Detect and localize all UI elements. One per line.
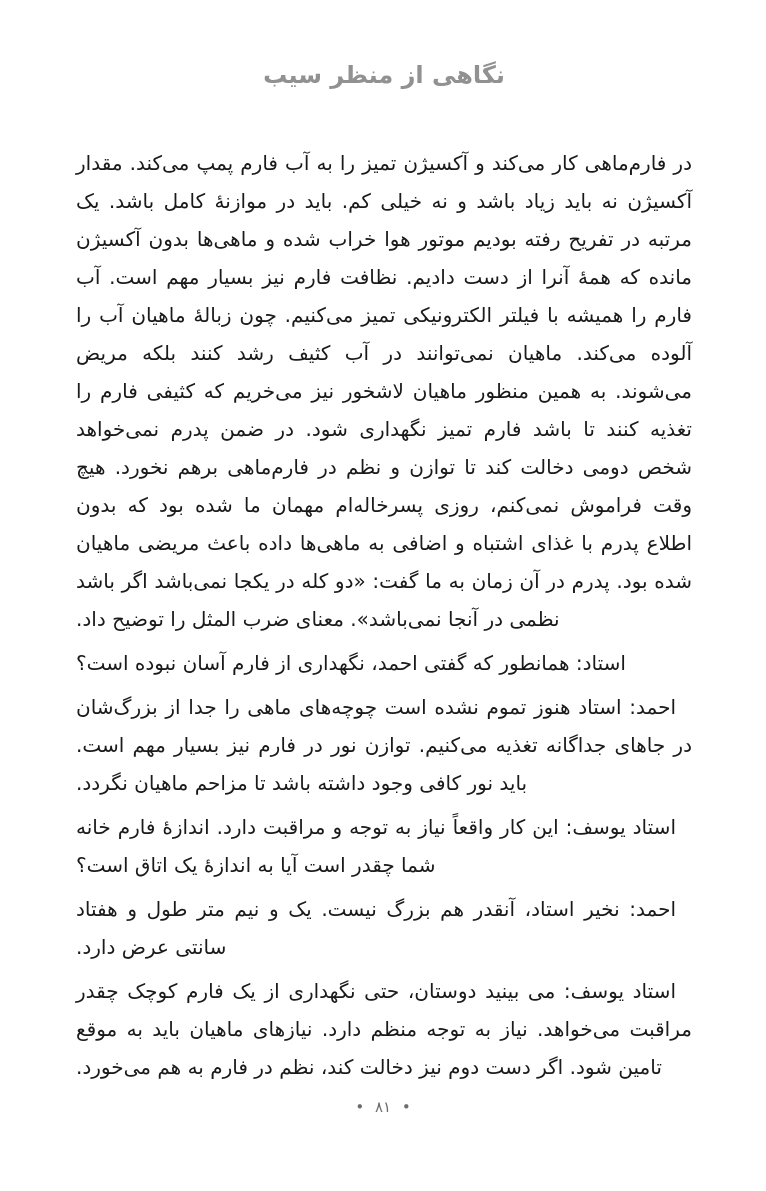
- chapter-title: نگاهی از منظر سیب: [263, 61, 505, 89]
- paragraph-dialogue-ostad-yusuf-2: استاد یوسف: می بینید دوستان، حتی نگهداری از یک فارم کوچک چقدر مراقبت می‌خواهد. نیاز به توجه منظم دارد. نیازهای ماهیان باید به موقع تامین شود. اگر دست دوم نیز دخالت کند، نظم در فارم به هم می‌خورد.: [76, 979, 692, 1079]
- paragraph-dialogue-ahmad-2: احمد: نخیر استاد، آنقدر هم بزرگ نیست. یک و نیم متر طول و هفتاد سانتی عرض دارد.: [76, 897, 676, 959]
- page-footer: [0, 1098, 766, 1116]
- paragraph-dialogue-ahmad: احمد: استاد هنوز تموم نشده است چوچه‌های ماهی را جدا از بزرگ‌شان در جاهای جداگانه تغذیه می‌کنیم. توازن نور در فارم نیز بسیار مهم است. باید نور کافی وجود داشته باشد تا مزاحم ماهیان نگردد.: [76, 695, 692, 795]
- page-number: • ۸۱ •: [355, 1098, 411, 1116]
- body-text: [76, 144, 692, 1086]
- paragraph-dialogue-ostad: استاد: همانطور که گفتی احمد، نگهداری از فارم آسان نبوده است؟: [76, 651, 626, 675]
- paragraph: در فارم‌ماهی کار می‌کند و آکسیژن تمیز را به آب فارم پمپ می‌کند. مقدار آکسیژن نه باید زیاد باشد و نه خیلی کم. باید در موازنهٔ کامل باشد. یک مرتبه در تفریح رفته بودیم موتور هوا خراب شده و ماهی‌ها بدون آکسیژن مانده که همهٔ آنرا از دست دادیم. نظافت فارم نیز بسیار مهم است. آب فارم را همیشه با فیلتر الکترونیکی تمیز می‌کنیم. چون زبالهٔ ماهیان آب را آلوده می‌کند. ماهیان نمی‌توانند در آب کثیف رشد کنند بلکه مریض می‌شوند. به همین منظور ماهیان لاشخور نیز می‌خریم که کثیفی فارم را تغذیه کنند تا باشد فارم تمیز نگهداری شود. در ضمن پدرم نمی‌خواهد شخص دومی دخالت کند تا توازن و نظم در فارم‌ماهی برهم نخورد. هیچ وقت فراموش نمی‌کنم، روزی پسرخاله‌ام مهمان ما شده بود که بدون اطلاع پدرم با غذای اشتباه و اضافی به ماهی‌ها داده باعث مریضی ماهیان شده بود. پدرم در آن زمان به ما گفت: «دو کله در یکجا نمی‌باشد اگر باشد نظمی در آنجا نمی‌باشد». معنای ضرب المثل را توضیح داد.: [76, 151, 692, 631]
- paragraph-dialogue-ostad-yusuf: استاد یوسف: این کار واقعاً نیاز به توجه و مراقبت دارد. اندازهٔ فارم خانه شما چقدر است آیا به اندازهٔ یک اتاق است؟: [76, 815, 676, 877]
